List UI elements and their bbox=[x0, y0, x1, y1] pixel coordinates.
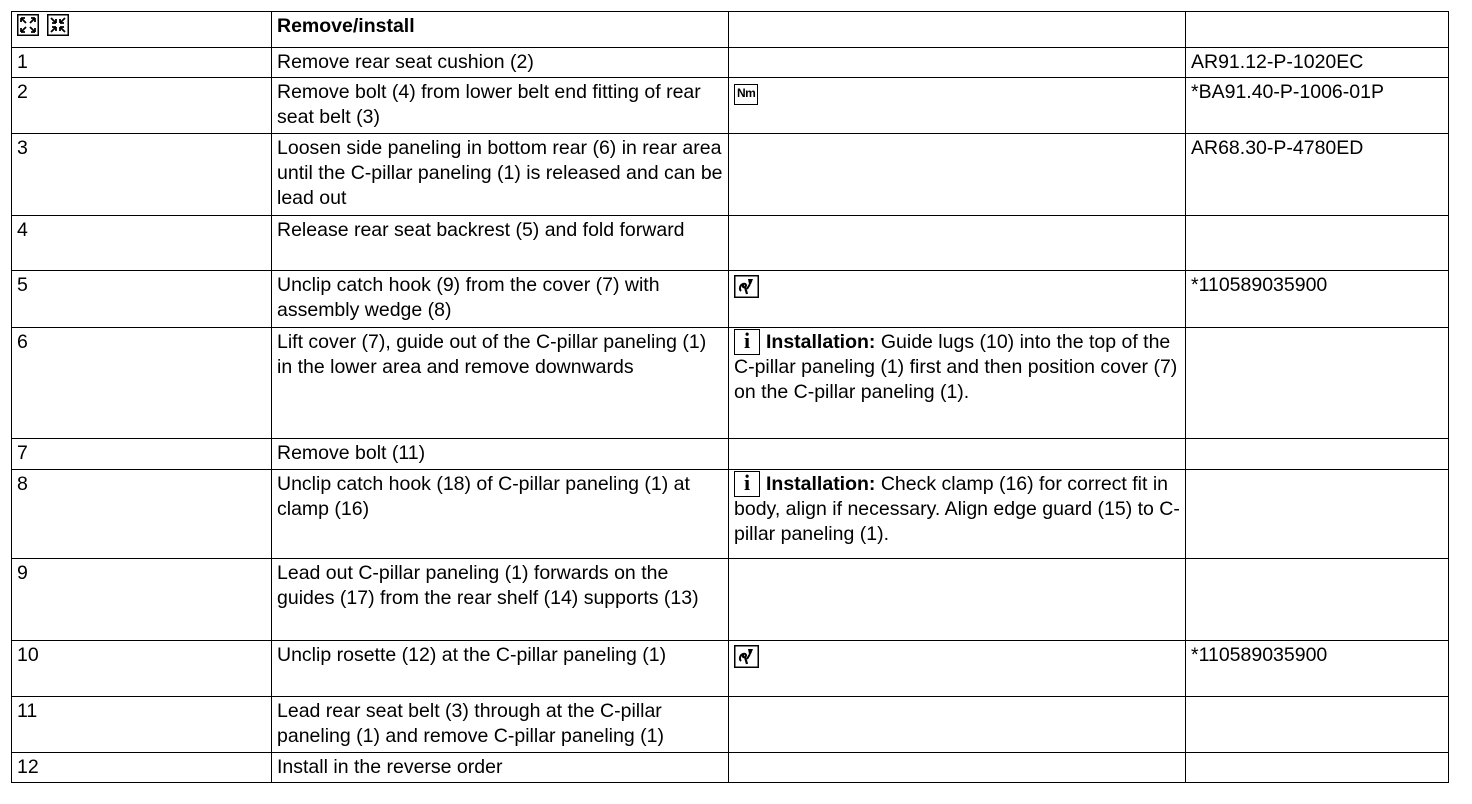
step-number: 8 bbox=[12, 470, 272, 559]
step-note-cell bbox=[729, 697, 1186, 753]
info-icon[interactable]: i bbox=[734, 329, 760, 355]
step-note-cell bbox=[729, 328, 1186, 439]
document-reference-link[interactable]: AR68.30-P-4780ED bbox=[1186, 134, 1449, 216]
info-icon[interactable]: i bbox=[734, 471, 760, 497]
step-note-cell bbox=[729, 134, 1186, 216]
note-label: Installation: bbox=[766, 331, 876, 353]
special-tool-icon[interactable] bbox=[734, 645, 759, 668]
step-instruction: Unclip catch hook (9) from the cover (7) with assembly wedge (8) bbox=[272, 271, 729, 328]
table-row bbox=[12, 559, 1449, 641]
step-instruction: Unclip catch hook (18) of C-pillar paneling (1) at clamp (16) bbox=[272, 470, 729, 559]
step-instruction: Lead rear seat belt (3) through at the C-pillar paneling (1) and remove C-pillar paneling (1) bbox=[272, 697, 729, 753]
note-label: Installation: bbox=[766, 473, 876, 495]
special-tool-icon[interactable] bbox=[734, 275, 759, 298]
table-row bbox=[12, 470, 1449, 559]
header-title: Remove/install bbox=[272, 12, 729, 48]
step-note-cell bbox=[729, 470, 1186, 559]
document-reference-link bbox=[1186, 470, 1449, 559]
step-instruction: Lead out C-pillar paneling (1) forwards on the guides (17) from the rear shelf (14) supports (13) bbox=[272, 559, 729, 641]
step-number: 6 bbox=[12, 328, 272, 439]
step-note-cell bbox=[729, 439, 1186, 470]
expand-all-icon[interactable] bbox=[17, 14, 39, 36]
document-reference-link[interactable]: *110589035900 bbox=[1186, 271, 1449, 328]
step-instruction: Remove rear seat cushion (2) bbox=[272, 48, 729, 78]
document-reference-link bbox=[1186, 216, 1449, 271]
step-note-cell bbox=[729, 48, 1186, 78]
procedure-table bbox=[11, 11, 1449, 783]
document-reference-link[interactable]: AR91.12-P-1020EC bbox=[1186, 48, 1449, 78]
document-reference-link bbox=[1186, 559, 1449, 641]
step-note-cell bbox=[729, 559, 1186, 641]
step-instruction: Remove bolt (4) from lower belt end fitting of rear seat belt (3) bbox=[272, 78, 729, 134]
step-number: 11 bbox=[12, 697, 272, 753]
step-note-cell bbox=[729, 216, 1186, 271]
collapse-all-icon[interactable] bbox=[47, 14, 69, 36]
step-number: 7 bbox=[12, 439, 272, 470]
step-note-cell bbox=[729, 641, 1186, 697]
document-reference-link bbox=[1186, 753, 1449, 783]
table-row bbox=[12, 216, 1449, 271]
header-row bbox=[12, 12, 1449, 48]
table-row bbox=[12, 753, 1449, 783]
header-icons-cell bbox=[12, 12, 272, 48]
table-row bbox=[12, 641, 1449, 697]
table-row bbox=[12, 439, 1449, 470]
note-text: Check clamp (16) for correct fit in body, align if necessary. Align edge guard (15) to C-pillar paneling (1). bbox=[734, 473, 1180, 545]
table-row bbox=[12, 48, 1449, 78]
step-instruction: Unclip rosette (12) at the C-pillar paneling (1) bbox=[272, 641, 729, 697]
step-number: 9 bbox=[12, 559, 272, 641]
table-row bbox=[12, 134, 1449, 216]
step-number: 10 bbox=[12, 641, 272, 697]
torque-nm-icon[interactable]: Nm bbox=[734, 84, 758, 105]
step-note-cell bbox=[729, 78, 1186, 134]
step-number: 12 bbox=[12, 753, 272, 783]
step-number: 1 bbox=[12, 48, 272, 78]
step-instruction: Install in the reverse order bbox=[272, 753, 729, 783]
step-instruction: Lift cover (7), guide out of the C-pillar paneling (1) in the lower area and remove downwards bbox=[272, 328, 729, 439]
header-col4 bbox=[1186, 12, 1449, 48]
step-number: 3 bbox=[12, 134, 272, 216]
document-reference-link bbox=[1186, 439, 1449, 470]
document-reference-link[interactable]: *110589035900 bbox=[1186, 641, 1449, 697]
step-instruction: Remove bolt (11) bbox=[272, 439, 729, 470]
step-number: 4 bbox=[12, 216, 272, 271]
document-reference-link[interactable]: *BA91.40-P-1006-01P bbox=[1186, 78, 1449, 134]
header-col3 bbox=[729, 12, 1186, 48]
step-instruction: Release rear seat backrest (5) and fold forward bbox=[272, 216, 729, 271]
document-reference-link bbox=[1186, 328, 1449, 439]
step-number: 2 bbox=[12, 78, 272, 134]
step-number: 5 bbox=[12, 271, 272, 328]
note-text: Guide lugs (10) into the top of the C-pillar paneling (1) first and then position cover (7) on the C-pillar paneling (1). bbox=[734, 331, 1178, 403]
document-reference-link bbox=[1186, 697, 1449, 753]
table-row bbox=[12, 328, 1449, 439]
table-row bbox=[12, 697, 1449, 753]
table-row bbox=[12, 271, 1449, 328]
table-row bbox=[12, 78, 1449, 134]
step-instruction: Loosen side paneling in bottom rear (6) in rear area until the C-pillar paneling (1) is released and can be lead out bbox=[272, 134, 729, 216]
step-note-cell bbox=[729, 753, 1186, 783]
step-note-cell bbox=[729, 271, 1186, 328]
